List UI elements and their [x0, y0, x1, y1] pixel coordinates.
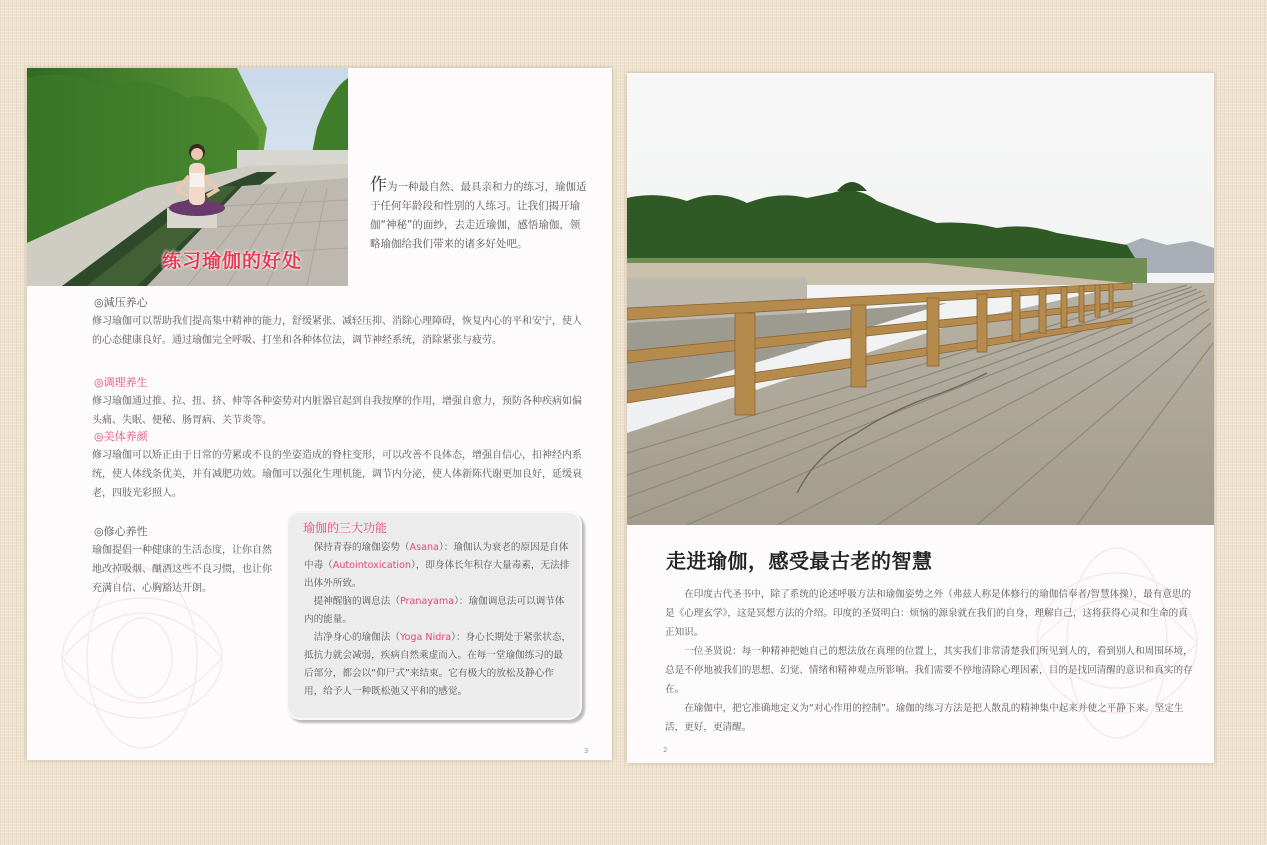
boardwalk-photo — [627, 73, 1214, 525]
section-heading: ◎修心养性 — [94, 525, 148, 538]
function-item: 提神醒脑的调息法（Pranayama）：瑜伽调息法可以调节体内的能量。 — [304, 596, 565, 625]
section-body: 瑜伽提倡一种健康的生活态度，让你自然地改掉吸烟、酗酒这些不良习惯，也让你充满自信、心胸豁达开朗。 — [92, 545, 272, 594]
page-number: 2 — [663, 746, 668, 754]
section-heading: ◎美体养颜 — [94, 430, 148, 443]
paragraph: 在瑜伽中，把它准确地定义为“对心作用的控制”。瑜伽的练习方法是把人散乱的精神集中起来并使之平静下来。坚定生活，更好，更清醒。 — [665, 703, 1184, 733]
left-page — [27, 68, 612, 760]
intro-drop-char: 作 — [370, 175, 387, 195]
paragraph: 一位圣贤说：每一种精神把她自己的想法放在真理的位置上，其实我们非常清楚我们所见到人的，看到别人和周围环境，总是不停地被我们的思想、幻觉、情绪和精神观点所影响。我们需要不停地清除心理因素，目的是找回清醒的意识和真实的存在。 — [665, 646, 1193, 695]
page-number: 3 — [584, 747, 589, 755]
paragraph: 在印度古代圣书中，除了系统的论述呼吸方法和瑜伽姿势之外（弗兹人称是体修行的瑜伽信奉者/智慧体操），最有意思的是《心理玄学》，这是冥想方法的介绍。印度的圣贤明白：烦恼的源泉就在我们的自身，理解自己，这将获得心灵和生命的真正知识。 — [665, 589, 1192, 638]
section-heading: ◎減压养心 — [94, 296, 148, 309]
function-item: 保持青春的瑜伽姿势（Asana）：瑜伽认为衰老的原因是自体中毒（Autointoxication），即身体长年积存大量毒素，无法排出体外所致。 — [304, 542, 570, 589]
section-beauty — [94, 428, 589, 503]
three-functions-box — [286, 511, 582, 720]
photo-title: 练习瑜伽的好处 — [162, 250, 303, 272]
section-health — [94, 374, 589, 430]
intro-paragraph — [370, 176, 590, 254]
intro-text: 为一种最自然、最具亲和力的练习，瑜伽适于任何年龄段和性别的人练习。让我们揭开瑜伽“神秘”的面纱，去走近瑜伽，感悟瑜伽，领略瑜伽给我们带来的诸多好处吧。 — [370, 181, 587, 250]
function-item: 洁净身心的瑜伽法（Yoga Nidra）：身心长期处于紧张状态，抵抗力就会减弱，疾病自然乘虚而入。在每一堂瑜伽练习的最后部分，都会以“仰尸式”来结束。它有极大的放松及静心作用，给予人一种既松弛又平和的感觉。 — [304, 632, 572, 697]
box-body — [304, 539, 572, 701]
section-body: 修习瑜伽通过推、拉、扭、挤、伸等各种姿势对内脏器官起到自我按摩的作用，增强自愈力，预防各种疾病如偏头痛、失眠、便秘、肠胃病、关节炎等。 — [92, 396, 582, 426]
section-body: 修习瑜伽可以帮助我们提高集中精神的能力，舒缓紧张、减轻压抑、消除心理障碍，恢复内心的平和安宁，使人的心态健康良好。通过瑜伽完全呼吸、打坐和各种体位法，调节神经系统，消除紧张与疲劳。 — [92, 316, 582, 346]
section-heading: ◎调理养生 — [94, 376, 148, 389]
section-mind — [94, 523, 279, 598]
page-title: 走进瑜伽，感受最古老的智慧 — [666, 549, 933, 573]
section-stress-relief — [94, 294, 589, 350]
body-text — [665, 585, 1195, 737]
section-body: 修习瑜伽可以矫正由于日常的劳累或不良的坐姿造成的脊柱变形，可以改善不良体态，增强自信心，扣神经内系统，使人体线条优美，并有减肥功效。瑜伽可以强化生理机能，调节内分泌，使人体新陈代谢更加良好，延缓衰老，四肢光彩照人。 — [92, 450, 582, 499]
box-title: 瑜伽的三大功能 — [303, 521, 388, 535]
right-page — [627, 73, 1214, 763]
